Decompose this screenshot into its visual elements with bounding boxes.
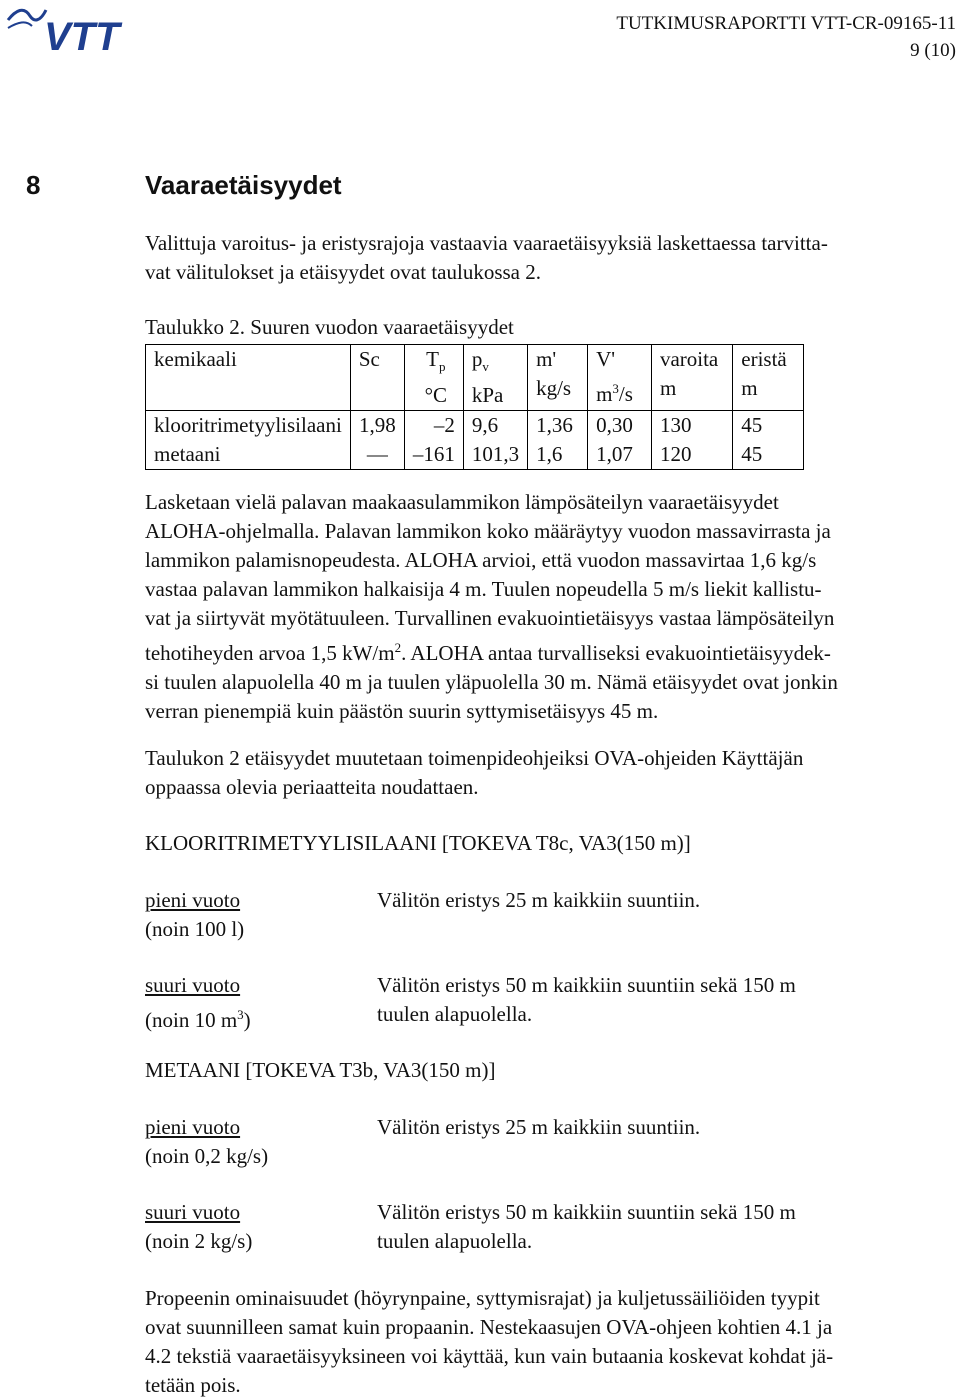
chem1-large-action: Välitön eristys 50 m kaikkiin suuntiin sekä 150 m tuulen alapuolella.: [377, 973, 796, 1026]
text-line: ovat suunnilleen samat kuin propaanin. Nestekaasujen OVA-ohjeen kohtien 4.1 ja: [145, 1315, 833, 1339]
text-line: vat välitulokset ja etäisyydet ovat taulukossa 2.: [145, 260, 541, 284]
chem1-small-action: Välitön eristys 25 m kaikkiin suuntiin.: [377, 888, 701, 912]
header-pv: $p_v$ kPa: [463, 345, 527, 411]
header-mass-flow: m' kg/s: [528, 345, 588, 411]
cell-isolation: 45 45: [733, 411, 803, 470]
large-leak-label: suuri vuoto: [145, 973, 241, 997]
text-line: si tuulen alapuolella 40 m ja tuulen yläpuolella 30 m. Nämä etäisyydet ovat jonkin: [145, 670, 838, 694]
text-line: vastaa palavan lammikon halkaisija 4 m. Tuulen nopeudella 5 m/s liekit kallistu-: [145, 577, 822, 601]
small-leak-label: pieni vuoto: [145, 1115, 241, 1139]
table-row: [146, 411, 804, 470]
text-line: Lasketaan vielä palavan maakaasulammikon lämpösäteilyn vaaraetäisyydet: [145, 490, 779, 514]
distance-table: [145, 344, 804, 470]
aloha-paragraph: [145, 488, 960, 726]
cell-volume-flow: 0,30 1,07: [588, 411, 652, 470]
table-header-row: [146, 345, 804, 411]
chem2-large-leak: [145, 1198, 252, 1256]
text-line: lammikon palamisnopeudesta. ALOHA arvioi, että vuodon massavirtaa 1,6 kg/s: [145, 548, 817, 572]
cell-warning: 130 120: [651, 411, 732, 470]
header-isolation: eristä m: [733, 345, 803, 411]
small-leak-amount: (noin 100 l): [145, 917, 245, 941]
text-line: Valittuja varoitus- ja eristysrajoja vastaavia vaaraetäisyyksiä laskettaessa tarvitta-: [145, 231, 828, 255]
text-line: Propeenin ominaisuudet (höyrynpaine, syttymisrajat) ja kuljetussäiliöiden tyypit: [145, 1286, 820, 1310]
text-line: vat ja siirtyvät myötätuuleen. Turvallinen evakuointietäisyys vastaa lämpösäteilyn: [145, 606, 835, 630]
header-tp: $T_p$ °C: [404, 345, 463, 411]
cell-mass-flow: 1,36 1,6: [528, 411, 588, 470]
header-volume-flow: V' $m^3/s$: [588, 345, 652, 411]
text-line: 4.2 tekstiä vaaraetäisyyksineen voi käyttää, kun vain butaania koskevat kohdat jä-: [145, 1344, 834, 1368]
small-leak-label: pieni vuoto: [145, 888, 241, 912]
header-warning: varoita m: [651, 345, 732, 411]
propene-paragraph: [145, 1284, 960, 1400]
large-leak-amount: (noin 2 kg/s): [145, 1229, 253, 1253]
text-line: tetään pois.: [145, 1373, 241, 1397]
text-line: oppaassa olevia periaatteita noudattaen.: [145, 775, 479, 799]
logo-text: VTT: [44, 15, 120, 56]
report-id: TUTKIMUSRAPORTTI VTT-CR-09165-11: [616, 13, 956, 34]
cell-tp: –2 –161: [404, 411, 463, 470]
text-line: ALOHA-ohjelmalla. Palavan lammikon koko määräytyy vuodon massavirrasta ja: [145, 519, 831, 543]
small-leak-amount: (noin 0,2 kg/s): [145, 1144, 269, 1168]
text-line: verran pienempiä kuin päästön suurin syttymisetäisyys 45 m.: [145, 699, 659, 723]
section-heading: [0, 170, 960, 204]
large-leak-amount: (noin 10 $m^3$): [145, 1007, 251, 1032]
chem1-small-leak: [145, 886, 244, 944]
chem2-large-action: Välitön eristys 50 m kaikkiin suuntiin sekä 150 m tuulen alapuolella.: [377, 1200, 796, 1253]
text-line: Taulukon 2 etäisyydet muutetaan toimenpideohjeiksi OVA-ohjeiden Käyttäjän: [145, 746, 804, 770]
cell-chemical: klooritrimetyylisilaani metaani: [146, 411, 351, 470]
table-caption: Taulukko 2. Suuren vuodon vaaraetäisyydet: [145, 315, 514, 339]
chem2-small-leak: [145, 1113, 268, 1171]
section-title: Vaaraetäisyydet: [145, 170, 342, 200]
intro-paragraph: [145, 229, 960, 287]
section-number: 8: [26, 170, 41, 200]
header-sc: Sc: [350, 345, 404, 411]
cell-pv: 9,6 101,3: [463, 411, 527, 470]
large-leak-label: suuri vuoto: [145, 1200, 241, 1224]
header-chemical: kemikaali: [146, 345, 351, 411]
chem1-title: KLOORITRIMETYYLISILAANI [TOKEVA T8c, VA3(150 m)]: [145, 831, 691, 855]
text-line: tehotiheyden arvoa 1,5 $kW/m^2$. ALOHA antaa turvalliseksi evakuointietäisyydek-: [145, 640, 831, 665]
chem1-large-leak: [145, 971, 251, 1035]
page-number: 9 (10): [910, 40, 956, 61]
chem2-title: METAANI [TOKEVA T3b, VA3(150 m)]: [145, 1058, 496, 1082]
ova-paragraph: [145, 744, 960, 802]
vtt-logo: [6, 0, 166, 56]
chem2-small-action: Välitön eristys 25 m kaikkiin suuntiin.: [377, 1115, 701, 1139]
page-header: [616, 10, 956, 64]
cell-sc: 1,98 —: [350, 411, 404, 470]
